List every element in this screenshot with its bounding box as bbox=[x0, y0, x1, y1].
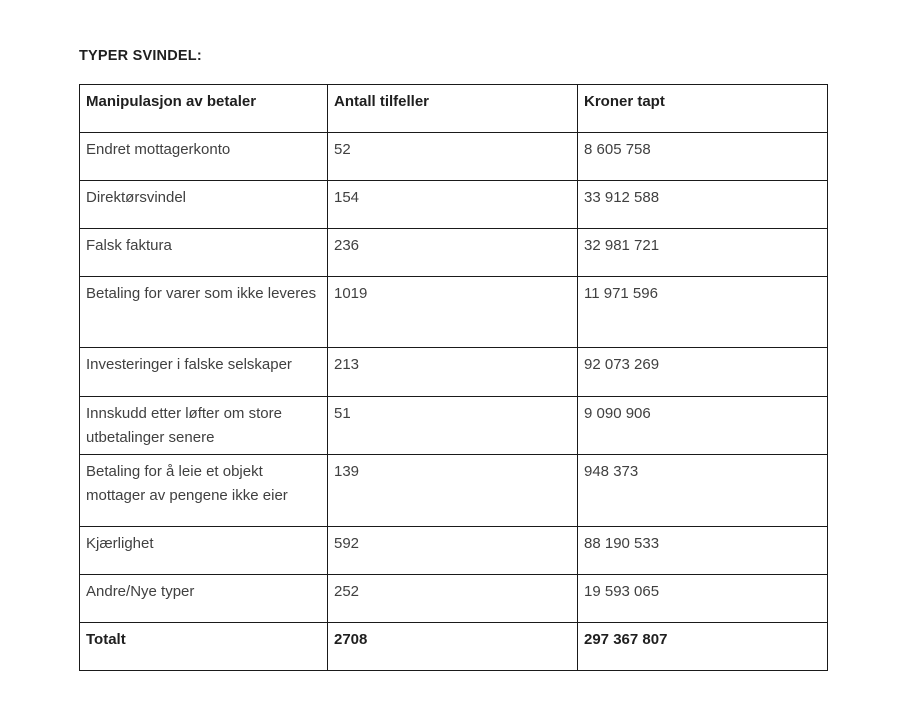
table-row bbox=[80, 277, 828, 348]
cell-kroner: 8 605 758 bbox=[578, 133, 828, 181]
cell-fraud-type: Kjærlighet bbox=[80, 527, 328, 575]
cell-fraud-type: Andre/Nye typer bbox=[80, 575, 328, 623]
cell-kroner: 88 190 533 bbox=[578, 527, 828, 575]
table-row bbox=[80, 229, 828, 277]
table-row bbox=[80, 397, 828, 455]
table-row bbox=[80, 181, 828, 229]
table-row bbox=[80, 575, 828, 623]
cell-cases: 592 bbox=[328, 527, 578, 575]
table-row bbox=[80, 348, 828, 397]
cell-fraud-type: Betaling for å leie et objekt mottager av pengene ikke eier bbox=[80, 455, 328, 527]
cell-kroner: 19 593 065 bbox=[578, 575, 828, 623]
table-row bbox=[80, 455, 828, 527]
cell-cases: 52 bbox=[328, 133, 578, 181]
cell-cases: 51 bbox=[328, 397, 578, 455]
fraud-types-table bbox=[79, 84, 828, 671]
cell-fraud-type: Betaling for varer som ikke leveres bbox=[80, 277, 328, 348]
cell-kroner: 92 073 269 bbox=[578, 348, 828, 397]
cell-cases: 236 bbox=[328, 229, 578, 277]
cell-total-kroner: 297 367 807 bbox=[578, 623, 828, 671]
cell-fraud-type: Direktørsvindel bbox=[80, 181, 328, 229]
cell-kroner: 9 090 906 bbox=[578, 397, 828, 455]
table-header-row bbox=[80, 85, 828, 133]
page-title: TYPER SVINDEL: bbox=[79, 48, 202, 64]
cell-fraud-type: Endret mottagerkonto bbox=[80, 133, 328, 181]
cell-fraud-type: Innskudd etter løfter om store utbetalinger senere bbox=[80, 397, 328, 455]
cell-cases: 154 bbox=[328, 181, 578, 229]
cell-cases: 1019 bbox=[328, 277, 578, 348]
cell-total-label: Totalt bbox=[80, 623, 328, 671]
cell-kroner: 948 373 bbox=[578, 455, 828, 527]
cell-cases: 252 bbox=[328, 575, 578, 623]
cell-cases: 213 bbox=[328, 348, 578, 397]
cell-kroner: 11 971 596 bbox=[578, 277, 828, 348]
table-row bbox=[80, 133, 828, 181]
cell-cases: 139 bbox=[328, 455, 578, 527]
column-header-cases: Antall tilfeller bbox=[328, 85, 578, 133]
column-header-type: Manipulasjon av betaler bbox=[80, 85, 328, 133]
cell-kroner: 32 981 721 bbox=[578, 229, 828, 277]
cell-total-cases: 2708 bbox=[328, 623, 578, 671]
cell-fraud-type: Investeringer i falske selskaper bbox=[80, 348, 328, 397]
cell-kroner: 33 912 588 bbox=[578, 181, 828, 229]
table-row bbox=[80, 527, 828, 575]
cell-fraud-type: Falsk faktura bbox=[80, 229, 328, 277]
column-header-kroner: Kroner tapt bbox=[578, 85, 828, 133]
table-total-row bbox=[80, 623, 828, 671]
